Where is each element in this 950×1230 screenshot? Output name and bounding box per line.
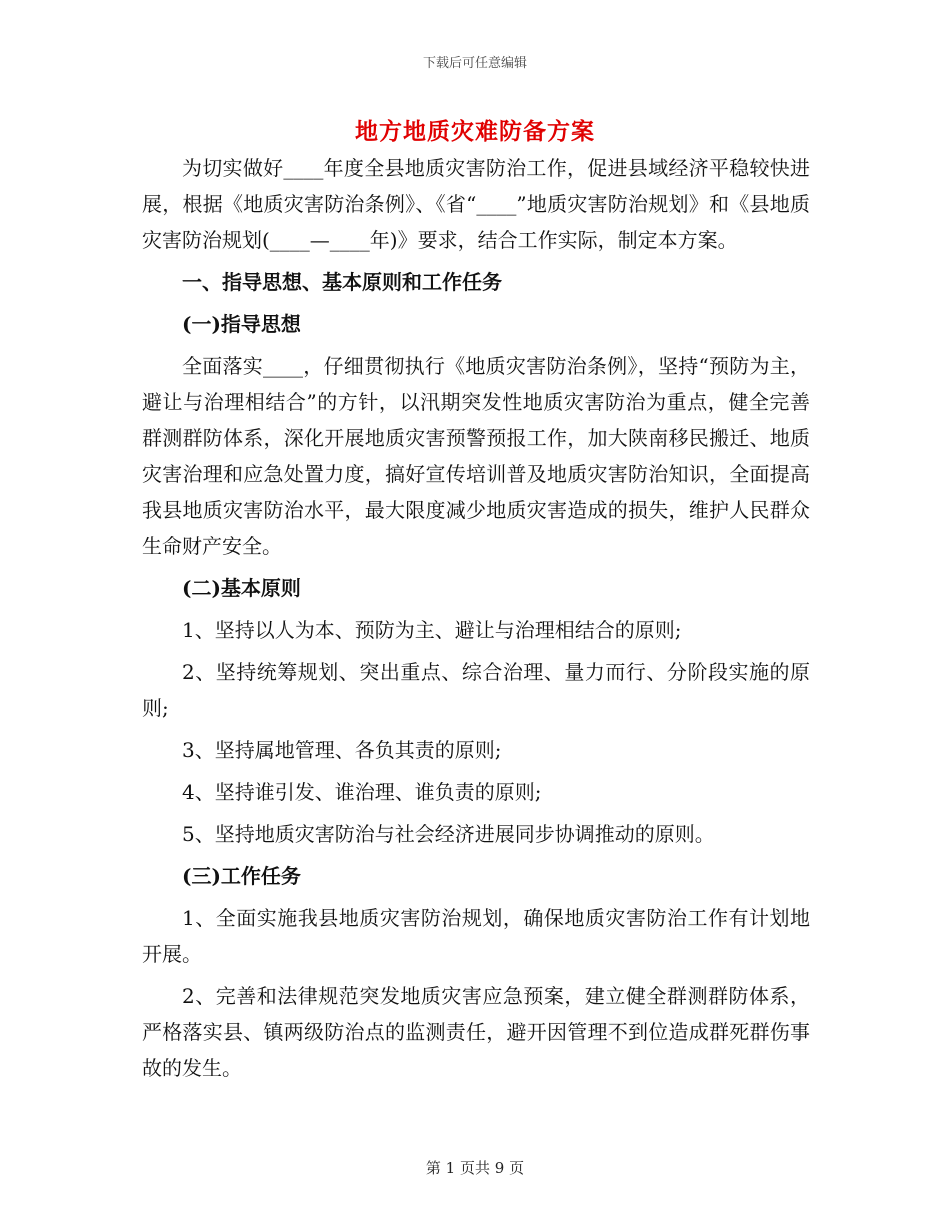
page-footer: 第 1 页共 9 页: [425, 1159, 525, 1177]
principle-item-4: 4、坚持谁引发、谁治理、谁负责的原则;: [182, 780, 542, 804]
intro-paragraph: 为切实做好____年度全县地质灾害防治工作，促进县域经济平稳较快进展，根据《地质灾害防治条例》、《省“____”地质灾害防治规划》和《县地质灾害防治规划(____—____年)》要求，结合工作实际，制定本方案。: [142, 156, 810, 252]
principle-item-3: 3、坚持属地管理、各负其责的原则;: [182, 738, 502, 762]
subsection-heading-guiding: (一)指导思想: [182, 312, 301, 336]
task-item-1: 1、全面实施我县地质灾害防治规划，确保地质灾害防治工作有计划地开展。: [142, 906, 810, 966]
subsection-heading-principles: (二)基本原则: [182, 576, 301, 600]
subsection-heading-tasks: (三)工作任务: [182, 864, 301, 888]
document-title: 地方地质灾难防备方案: [355, 118, 595, 145]
document-body: [142, 150, 810, 1092]
guiding-paragraph: 全面落实____，仔细贯彻执行《地质灾害防治条例》，坚持“预防为主，避让与治理相结合”的方针，以汛期突发性地质灾害防治为重点，健全完善群测群防体系，深化开展地质灾害预警预报工作，加大陕南移民搬迁、地质灾害治理和应急处置力度，搞好宣传培训普及地质灾害防治知识，全面提高我县地质灾害防治水平，最大限度减少地质灾害造成的损失，维护人民群众生命财产安全。: [142, 354, 810, 558]
task-item-2: 2、完善和法律规范突发地质灾害应急预案，建立健全群测群防体系，严格落实县、镇两级防治点的监测责任，避开因管理不到位造成群死群伤事故的发生。: [142, 984, 810, 1080]
page-header: 下载后可任意编辑: [422, 56, 527, 71]
principle-item-1: 1、坚持以人为本、预防为主、避让与治理相结合的原则;: [182, 618, 682, 642]
principle-item-2: 2、坚持统筹规划、突出重点、综合治理、量力而行、分阶段实施的原则;: [142, 660, 810, 720]
section-heading-1: 一、指导思想、基本原则和工作任务: [182, 270, 502, 294]
principle-item-5: 5、坚持地质灾害防治与社会经济进展同步协调推动的原则。: [182, 822, 715, 846]
